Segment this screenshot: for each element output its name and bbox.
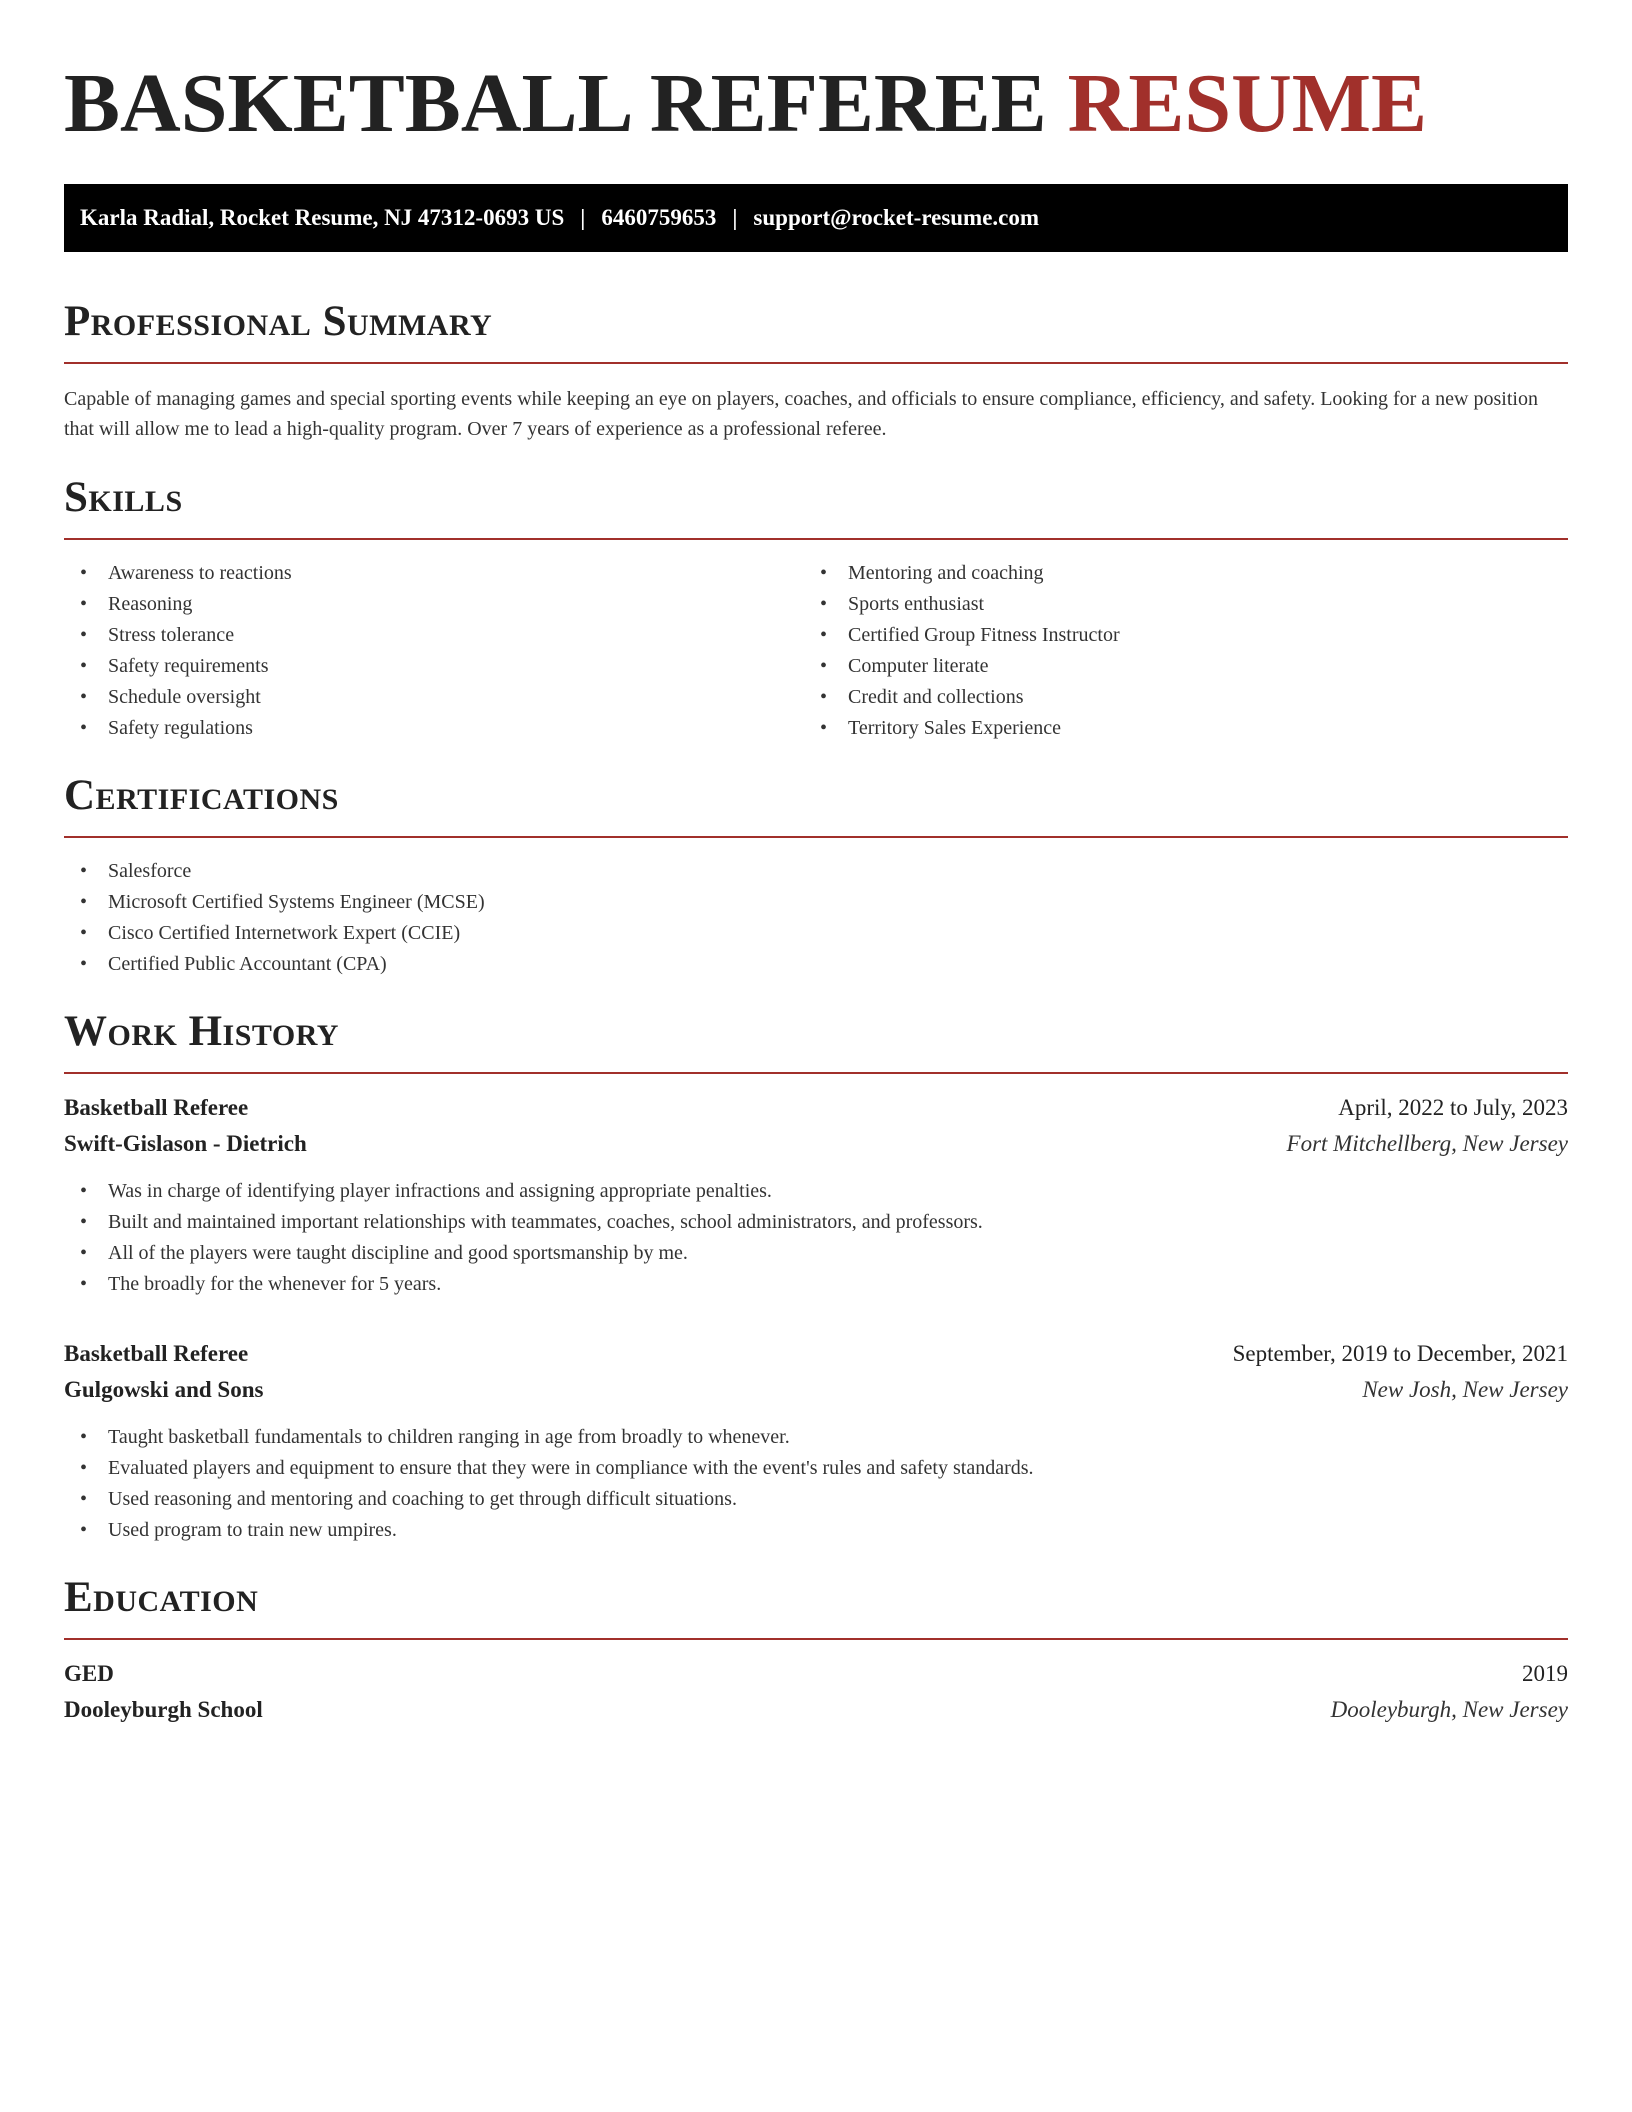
contact-bar [64, 184, 1568, 252]
section-divider [64, 1072, 1568, 1074]
job-duty-item: • All of the players were taught discipline and good sportsmanship by me. [64, 1238, 1568, 1269]
title-main: BASKETBALL REFEREE [64, 57, 1047, 150]
skill-item: • Mentoring and coaching [804, 558, 1544, 589]
contact-email[interactable]: support@rocket-resume.com [753, 205, 1040, 230]
section-divider [64, 362, 1568, 364]
section-divider [64, 1638, 1568, 1640]
skills-section [64, 472, 1568, 744]
job-entry [64, 1090, 1568, 1300]
work-history-section [64, 1006, 1568, 1546]
education-year: 2019 [1522, 1661, 1568, 1686]
job-title: Basketball Referee [64, 1095, 249, 1120]
job-duties [64, 1176, 1568, 1300]
job-title-row [64, 1090, 1568, 1126]
job-duty-item: • Used program to train new umpires. [64, 1515, 1568, 1546]
job-location: Fort Mitchellberg, New Jersey [1286, 1131, 1568, 1156]
education-section [64, 1572, 1568, 1728]
job-company-row [64, 1372, 1568, 1408]
title-accent: RESUME [1067, 57, 1428, 150]
contact-separator: | [732, 205, 738, 230]
job-duty-item: • Was in charge of identifying player infractions and assigning appropriate penalties. [64, 1176, 1568, 1207]
job-duty-item: • Built and maintained important relationships with teammates, coaches, school administrators, and professors. [64, 1207, 1568, 1238]
skill-item: • Sports enthusiast [804, 589, 1544, 620]
certifications-heading: Certifications [64, 772, 339, 819]
contact-phone[interactable]: 6460759653 [601, 205, 717, 230]
certifications-list [64, 856, 1568, 980]
job-duty-item: • Evaluated players and equipment to ensure that they were in compliance with the event's rules and safety standards. [64, 1453, 1568, 1484]
skills-heading: Skills [64, 474, 183, 521]
skill-item: • Computer literate [804, 651, 1544, 682]
education-entry [64, 1656, 1568, 1728]
contact-separator: | [580, 205, 586, 230]
skill-item: • Safety regulations [64, 713, 804, 744]
certification-item: • Cisco Certified Internetwork Expert (CCIE) [64, 918, 1568, 949]
work-history-heading: Work History [64, 1008, 339, 1055]
education-degree: GED [64, 1661, 114, 1686]
certifications-section [64, 770, 1568, 980]
job-company-row [64, 1126, 1568, 1162]
certification-item: • Salesforce [64, 856, 1568, 887]
job-duty-item: • Used reasoning and mentoring and coaching to get through difficult situations. [64, 1484, 1568, 1515]
skill-item: • Awareness to reactions [64, 558, 804, 589]
summary-text: Capable of managing games and special sporting events while keeping an eye on players, coaches, and officials to ensure compliance, efficiency, and safety. Looking for a new position that will allow me to lead a high-quality program. Over 7 years of experience as a professional referee. [64, 388, 1538, 440]
education-heading: Education [64, 1574, 259, 1621]
contact-address: Karla Radial, Rocket Resume, NJ 47312-0693 US [80, 205, 565, 230]
job-entry [64, 1336, 1568, 1546]
job-company: Gulgowski and Sons [64, 1377, 264, 1402]
skills-right-column [804, 558, 1544, 744]
job-title-row [64, 1336, 1568, 1372]
section-divider [64, 836, 1568, 838]
certification-item: • Microsoft Certified Systems Engineer (MCSE) [64, 887, 1568, 918]
job-title: Basketball Referee [64, 1341, 249, 1366]
skill-item: • Safety requirements [64, 651, 804, 682]
education-school-row [64, 1692, 1568, 1728]
job-dates: September, 2019 to December, 2021 [1232, 1341, 1568, 1366]
job-company: Swift-Gislason - Dietrich [64, 1131, 307, 1156]
skills-columns [64, 558, 1568, 744]
job-duty-item: • Taught basketball fundamentals to children ranging in age from broadly to whenever. [64, 1422, 1568, 1453]
certification-item: • Certified Public Accountant (CPA) [64, 949, 1568, 980]
job-duty-item: • The broadly for the whenever for 5 years. [64, 1269, 1568, 1300]
skill-item: • Schedule oversight [64, 682, 804, 713]
education-location: Dooleyburgh, New Jersey [1330, 1697, 1568, 1722]
job-location: New Josh, New Jersey [1362, 1377, 1568, 1402]
job-dates: April, 2022 to July, 2023 [1338, 1095, 1568, 1120]
education-school: Dooleyburgh School [64, 1697, 263, 1722]
skills-left-column [64, 558, 804, 744]
skill-item: • Stress tolerance [64, 620, 804, 651]
summary-heading: Professional Summary [64, 298, 493, 345]
skill-item: • Reasoning [64, 589, 804, 620]
section-divider [64, 538, 1568, 540]
job-duties [64, 1422, 1568, 1546]
skill-item: • Certified Group Fitness Instructor [804, 620, 1544, 651]
skill-item: • Territory Sales Experience [804, 713, 1544, 744]
education-degree-row [64, 1656, 1568, 1692]
skill-item: • Credit and collections [804, 682, 1544, 713]
resume-title [64, 0, 1568, 150]
summary-section [64, 296, 1568, 444]
